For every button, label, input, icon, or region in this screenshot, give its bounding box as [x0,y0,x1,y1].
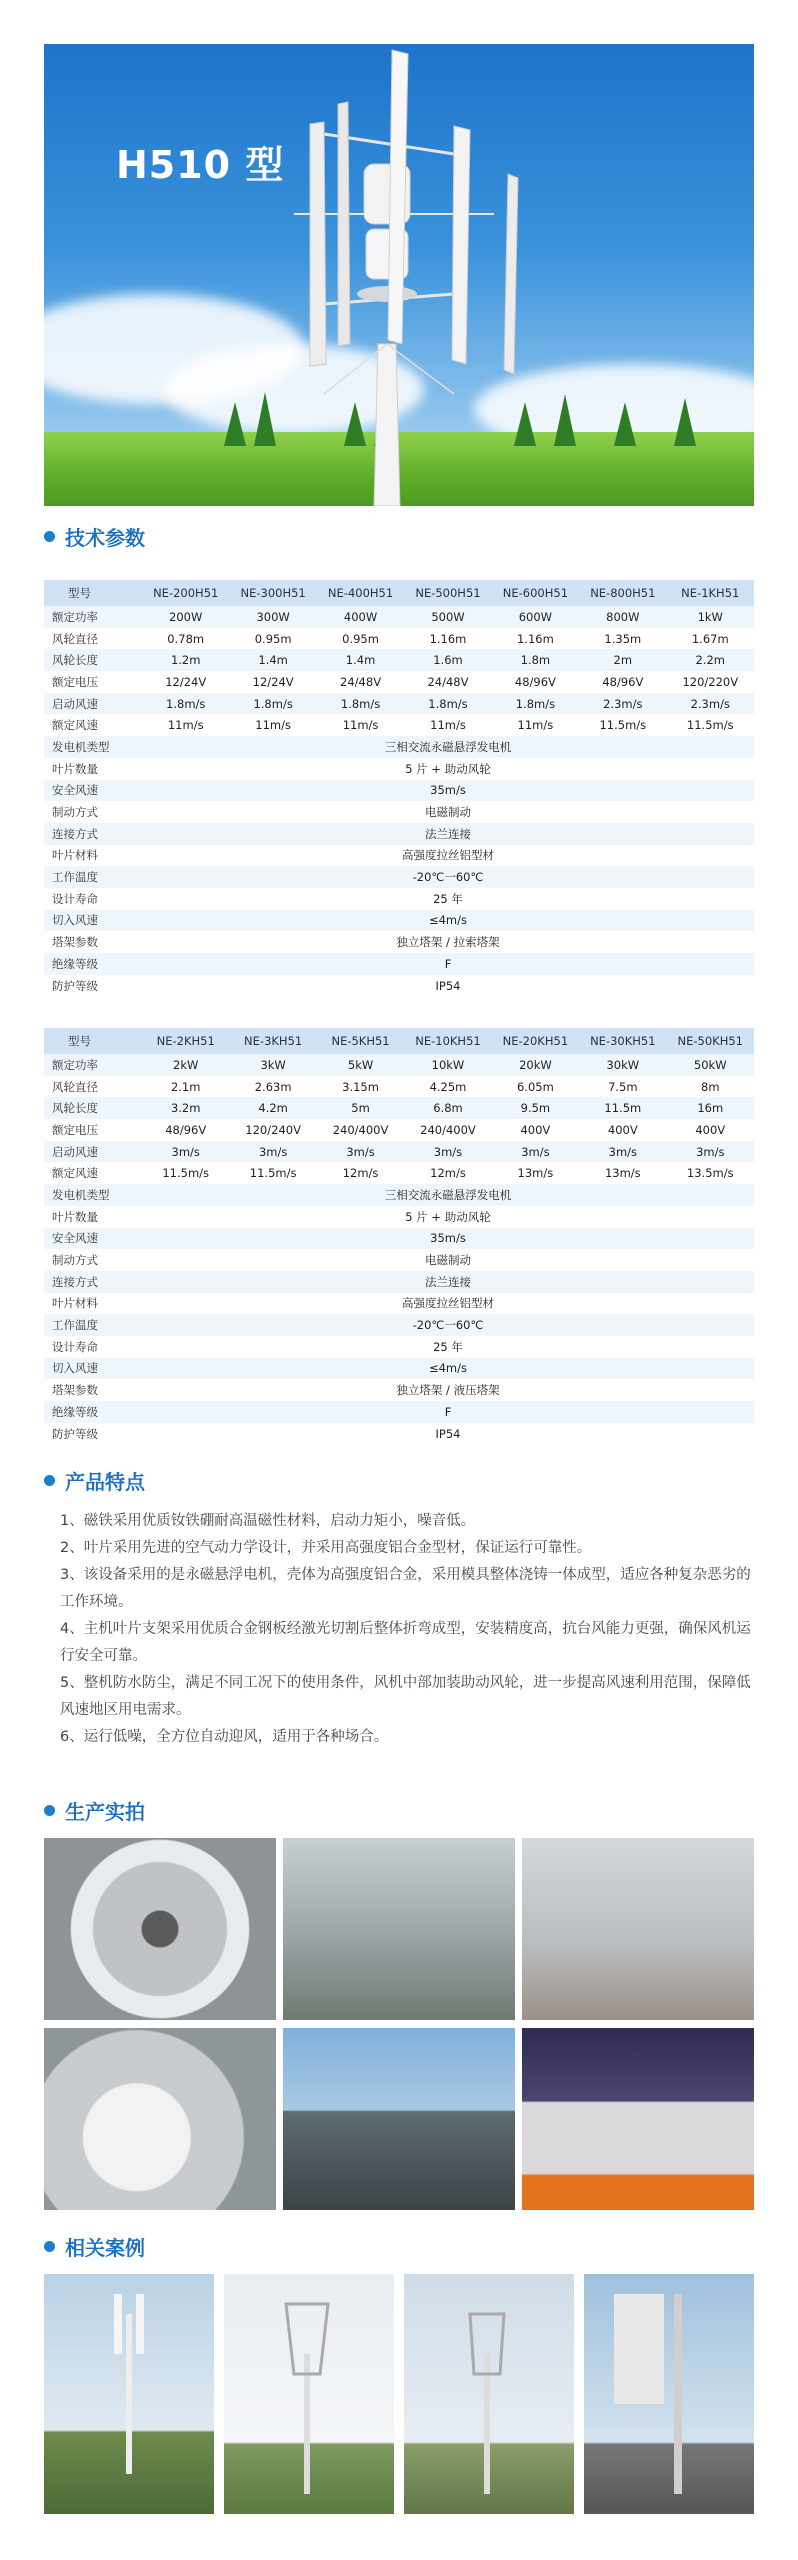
table-row [44,1097,754,1119]
param-label: 启动风速 [44,693,142,715]
table-row [44,671,754,693]
param-label: 启动风速 [44,1141,142,1163]
table-row [44,1271,754,1293]
param-value: 3m/s [492,1141,579,1163]
section-tech-params [44,522,145,551]
param-value: 16m [667,1097,754,1119]
param-label: 叶片材料 [44,845,142,867]
model-name: NE-300H51 [229,580,316,606]
param-value: 2.63m [229,1076,316,1098]
table-body [44,606,754,996]
param-label: 切入风速 [44,910,142,932]
param-value: 3m/s [142,1141,229,1163]
param-value: 35m/s [142,780,754,802]
param-label: 连接方式 [44,1271,142,1293]
model-name: NE-50KH51 [667,1028,754,1054]
param-label: 塔架参数 [44,931,142,953]
param-label: 连接方式 [44,823,142,845]
param-value: 3m/s [667,1141,754,1163]
param-value: 12m/s [317,1162,404,1184]
param-value: 0.95m [229,628,316,650]
param-value: 1.8m [492,649,579,671]
param-value: 高强度拉丝铝型材 [142,1293,754,1315]
param-value: 1.4m [317,649,404,671]
param-value: 11m/s [229,714,316,736]
param-value: 1.8m/s [317,693,404,715]
feature-item: 1、磁铁采用优质钕铁硼耐高温磁性材料，启动力矩小，噪音低。 [60,1513,476,1529]
param-label: 制动方式 [44,1249,142,1271]
param-label: 叶片材料 [44,1293,142,1315]
param-value: 1.16m [404,628,491,650]
param-value: 1.8m/s [492,693,579,715]
param-value: 7.5m [579,1076,666,1098]
table-row [44,1228,754,1250]
feature-item: 5、整机防水防尘，满足不同工况下的使用条件，风机中部加装助动风轮，进一步提高风速利用范围，保障低风速地区用电需求。 [60,1675,751,1718]
table-row [44,1076,754,1098]
param-value: -20℃一60℃ [142,866,754,888]
param-value: ≤4m/s [142,1358,754,1380]
table-row [44,1379,754,1401]
param-value: 400W [317,606,404,628]
param-label: 风轮长度 [44,1097,142,1119]
production-photo-blades [283,2028,515,2210]
param-label: 额定电压 [44,1119,142,1141]
param-value: 5m [317,1097,404,1119]
param-value: 3.15m [317,1076,404,1098]
param-value: 240/400V [317,1119,404,1141]
spec-table-small [44,580,754,996]
param-value: 4.2m [229,1097,316,1119]
param-value: 13.5m/s [667,1162,754,1184]
param-value: 13m/s [492,1162,579,1184]
table-row [44,1293,754,1315]
param-label: 工作温度 [44,1314,142,1336]
param-value: 240/400V [404,1119,491,1141]
param-value: 12m/s [404,1162,491,1184]
bullet-dot-icon [44,531,55,542]
param-value: 3m/s [229,1141,316,1163]
table-row [44,866,754,888]
param-value: 2.3m/s [579,693,666,715]
table-row [44,801,754,823]
model-name: NE-10KH51 [404,1028,491,1054]
section-title: 产品特点 [65,1470,145,1494]
param-value: 12/24V [229,671,316,693]
feature-item: 4、主机叶片支架采用优质合金钢板经激光切割后整体折弯成型，安装精度高，抗台风能力更强，确保风机运行安全可靠。 [60,1621,751,1664]
table-row [44,1054,754,1076]
param-value: 2.3m/s [667,693,754,715]
param-value: 11.5m/s [579,714,666,736]
param-value: 24/48V [317,671,404,693]
param-label: 防护等级 [44,1423,142,1445]
feature-list [60,1508,760,1751]
param-value: 5 片 + 助动风轮 [142,1206,754,1228]
model-name: NE-20KH51 [492,1028,579,1054]
param-label: 绝缘等级 [44,1401,142,1423]
param-value: 6.8m [404,1097,491,1119]
table-row [44,606,754,628]
table-row [44,1141,754,1163]
turbine-icon [584,2274,754,2514]
header-label: 型号 [44,1028,142,1054]
case-photo [44,2274,214,2514]
param-value: 11.5m/s [229,1162,316,1184]
table-row [44,953,754,975]
hero-banner [44,44,754,506]
table-row [44,1336,754,1358]
table-row [44,1249,754,1271]
model-name: NE-800H51 [579,580,666,606]
param-label: 额定功率 [44,606,142,628]
param-label: 风轮长度 [44,649,142,671]
model-name: NE-400H51 [317,580,404,606]
param-value: 1.8m/s [404,693,491,715]
param-value: 1.4m [229,649,316,671]
param-value: 600W [492,606,579,628]
param-value: 3m/s [317,1141,404,1163]
table-row [44,628,754,650]
param-value: F [142,953,754,975]
param-label: 叶片数量 [44,1206,142,1228]
param-value: 1.8m/s [142,693,229,715]
table-row [44,1119,754,1141]
turbine-icon [44,2274,214,2514]
param-value: 25 年 [142,888,754,910]
table-row [44,845,754,867]
param-value: 500W [404,606,491,628]
feature-item: 3、该设备采用的是永磁悬浮电机，壳体为高强度铝合金，采用模具整体浇铸一体成型，适应各种复杂恶劣的工作环境。 [60,1567,751,1610]
param-value: 48/96V [492,671,579,693]
section-features [44,1466,145,1495]
param-value: 120/240V [229,1119,316,1141]
param-value: 法兰连接 [142,823,754,845]
param-label: 风轮直径 [44,628,142,650]
param-value: 400V [492,1119,579,1141]
case-photo [404,2274,574,2514]
table-row [44,1314,754,1336]
feature-item: 2、叶片采用先进的空气动力学设计，并采用高强度铝合金型材，保证运行可靠性。 [60,1540,592,1556]
model-name: NE-600H51 [492,580,579,606]
param-value: 三相交流永磁悬浮发电机 [142,1184,754,1206]
param-value: 48/96V [579,671,666,693]
param-value: 1.6m [404,649,491,671]
bullet-dot-icon [44,1475,55,1486]
product-title: H510 型 [116,143,285,187]
table-row [44,888,754,910]
model-name: NE-500H51 [404,580,491,606]
param-value: 1.8m/s [229,693,316,715]
param-value: 1.2m [142,649,229,671]
param-value: 50kW [667,1054,754,1076]
case-photo [224,2274,394,2514]
param-label: 发电机类型 [44,1184,142,1206]
model-name: NE-1KH51 [667,580,754,606]
param-value: 1.16m [492,628,579,650]
param-label: 额定风速 [44,714,142,736]
param-value: 800W [579,606,666,628]
param-value: 三相交流永磁悬浮发电机 [142,736,754,758]
param-value: 400V [667,1119,754,1141]
param-value: 400V [579,1119,666,1141]
param-label: 安全风速 [44,780,142,802]
production-photo-rotor [44,2028,276,2210]
param-value: 12/24V [142,671,229,693]
param-value: 20kW [492,1054,579,1076]
section-title: 生产实拍 [65,1800,145,1824]
param-value: 11m/s [142,714,229,736]
table-header-row [44,580,754,606]
param-value: 电磁制动 [142,801,754,823]
bullet-dot-icon [44,1805,55,1816]
param-label: 防护等级 [44,975,142,997]
param-value: IP54 [142,1423,754,1445]
bullet-dot-icon [44,2241,55,2252]
param-value: 48/96V [142,1119,229,1141]
table-row [44,780,754,802]
model-name: NE-30KH51 [579,1028,666,1054]
table-header-row [44,1028,754,1054]
param-label: 安全风速 [44,1228,142,1250]
table-row [44,1162,754,1184]
param-value: 11.5m/s [667,714,754,736]
param-label: 制动方式 [44,801,142,823]
param-value: F [142,1401,754,1423]
spec-table-large [44,1028,754,1444]
param-value: 0.95m [317,628,404,650]
param-value: 高强度拉丝铝型材 [142,845,754,867]
param-label: 绝缘等级 [44,953,142,975]
param-value: 30kW [579,1054,666,1076]
param-value: 3m/s [404,1141,491,1163]
section-title: 技术参数 [65,526,145,550]
param-value: 10kW [404,1054,491,1076]
param-value: 2.2m [667,649,754,671]
model-name: NE-2KH51 [142,1028,229,1054]
param-label: 设计寿命 [44,1336,142,1358]
param-value: 9.5m [492,1097,579,1119]
production-photo-workshop [283,1838,515,2020]
param-label: 叶片数量 [44,758,142,780]
param-value: 11m/s [492,714,579,736]
param-value: 8m [667,1076,754,1098]
param-value: 0.78m [142,628,229,650]
param-value: 1kW [667,606,754,628]
table-row [44,931,754,953]
table-row [44,649,754,671]
production-photo-shipping [522,2028,754,2210]
param-value: 25 年 [142,1336,754,1358]
param-value: 3kW [229,1054,316,1076]
param-value: 独立塔架 / 液压塔架 [142,1379,754,1401]
param-value: 2m [579,649,666,671]
param-value: 3m/s [579,1141,666,1163]
param-label: 工作温度 [44,866,142,888]
model-name: NE-200H51 [142,580,229,606]
param-value: 1.67m [667,628,754,650]
param-value: 13m/s [579,1162,666,1184]
param-label: 发电机类型 [44,736,142,758]
table-row [44,975,754,997]
param-value: 2.1m [142,1076,229,1098]
param-label: 额定功率 [44,1054,142,1076]
production-photo-stator [44,1838,276,2020]
header-label: 型号 [44,580,142,606]
table-row [44,1358,754,1380]
table-row [44,823,754,845]
section-cases [44,2232,145,2261]
param-value: 11.5m [579,1097,666,1119]
param-value: 3.2m [142,1097,229,1119]
param-value: ≤4m/s [142,910,754,932]
turbine-icon [224,2274,394,2514]
param-value: 法兰连接 [142,1271,754,1293]
table-row [44,1401,754,1423]
param-value: 200W [142,606,229,628]
feature-item: 6、运行低噪，全方位自动迎风，适用于各种场合。 [60,1729,389,1745]
table-row [44,714,754,736]
param-value: 24/48V [404,671,491,693]
param-label: 额定风速 [44,1162,142,1184]
param-value: 300W [229,606,316,628]
param-value: 11.5m/s [142,1162,229,1184]
param-label: 切入风速 [44,1358,142,1380]
table-row [44,758,754,780]
table-row [44,1184,754,1206]
param-value: 独立塔架 / 拉索塔架 [142,931,754,953]
table-row [44,693,754,715]
param-value: 2kW [142,1054,229,1076]
param-value: 11m/s [317,714,404,736]
param-label: 额定电压 [44,671,142,693]
table-body [44,1054,754,1444]
table-row [44,910,754,932]
param-value: 6.05m [492,1076,579,1098]
model-name: NE-3KH51 [229,1028,316,1054]
case-photo [584,2274,754,2514]
table-row [44,736,754,758]
param-value: 1.35m [579,628,666,650]
param-label: 设计寿命 [44,888,142,910]
param-label: 塔架参数 [44,1379,142,1401]
production-photo-assembly [522,1838,754,2020]
param-value: 电磁制动 [142,1249,754,1271]
param-label: 风轮直径 [44,1076,142,1098]
param-value: 35m/s [142,1228,754,1250]
section-production [44,1796,145,1825]
model-name: NE-5KH51 [317,1028,404,1054]
table-row [44,1206,754,1228]
param-value: IP54 [142,975,754,997]
table-row [44,1423,754,1445]
param-value: 120/220V [667,671,754,693]
param-value: 11m/s [404,714,491,736]
wind-turbine-illustration [44,44,754,506]
param-value: 5kW [317,1054,404,1076]
turbine-icon [404,2274,574,2514]
param-value: 5 片 + 助动风轮 [142,758,754,780]
param-value: 4.25m [404,1076,491,1098]
param-value: -20℃一60℃ [142,1314,754,1336]
section-title: 相关案例 [65,2236,145,2260]
